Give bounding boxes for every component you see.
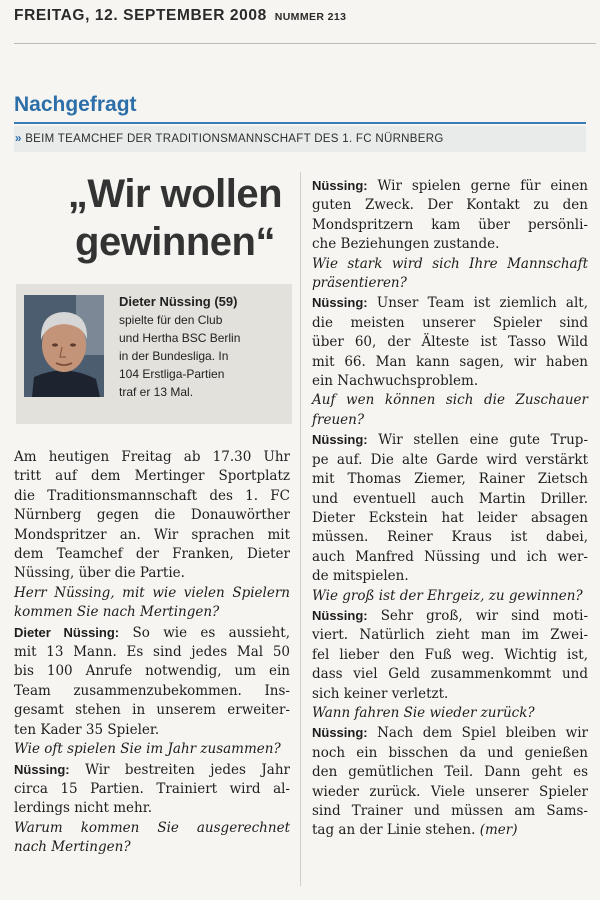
answer-line: ein Nachwuchsproblem. xyxy=(312,373,479,390)
portrait-photo xyxy=(24,295,104,397)
answer-line: über 60, der Älteste ist Tasso Wild xyxy=(312,334,588,351)
answer-line: pe auf. Die alte Garde wird verstärkt xyxy=(312,451,588,468)
answer-line xyxy=(14,760,290,780)
answer-text: Wir bestreiten jedes Jahr xyxy=(69,761,290,778)
answer-text: Unser Team ist ziemlich alt, xyxy=(367,295,588,312)
speaker-label: Nüssing: xyxy=(312,178,368,193)
answer-line xyxy=(312,606,588,626)
answer-line: mit 66. Man kann sagen, wir haben xyxy=(312,353,588,370)
speaker-label: Nüssing: xyxy=(312,607,368,623)
masthead-date: FREITAG, 12. SEPTEMBER 2008 xyxy=(14,7,267,24)
article-line: tritt auf dem Mertinger Sportplatz xyxy=(14,468,290,485)
answer-line: den gemütlichen Teil. Dann geht es xyxy=(312,764,588,781)
answer-line: lerdings nicht mehr. xyxy=(14,800,153,817)
answer-line: müssen. Reiner Kraus ist dabei, xyxy=(312,529,588,546)
answer-text: Wir spielen gerne für einen xyxy=(367,178,588,194)
kicker-text: BEIM TEAMCHEF DER TRADITIONSMANNSCHAFT DES 1. FC NÜRNBERG xyxy=(25,133,444,145)
column-divider xyxy=(300,172,301,886)
section-rule xyxy=(14,122,586,124)
headline xyxy=(40,170,310,266)
question-line: Auf wen können sich die Zuschauer xyxy=(312,392,588,409)
infobox xyxy=(16,284,292,424)
question-line: kommen Sie nach Mertingen? xyxy=(14,604,220,621)
answer-line: ten Kader 35 Spieler. xyxy=(14,721,160,738)
answer-line: Mondspritzern kam über persönli- xyxy=(312,216,588,233)
article-line: die Traditionsmannschaft des 1. FC xyxy=(14,487,290,504)
answer-text: Nach dem Spiel bleiben wir xyxy=(367,725,588,742)
masthead-rule xyxy=(14,43,596,44)
author-initials: (mer) xyxy=(479,822,518,839)
answer-line: dass viel Geld zusammenkommt und xyxy=(312,666,588,683)
answer-line: bis 100 Anrufe notwendig, um ein xyxy=(14,663,290,680)
question-line: Warum kommen Sie ausgerechnet xyxy=(14,819,290,836)
section-title: Nachgefragt xyxy=(14,93,137,116)
answer-line: Team zusammenzubekommen. Ins- xyxy=(14,682,290,699)
answer-line: viert. Natürlich zieht man im Zwei- xyxy=(312,627,588,644)
article-line: Nüssing, über die Partie. xyxy=(14,565,185,582)
answer-line: die meisten unserer Spieler sind xyxy=(312,314,588,331)
article-column-right xyxy=(312,176,588,841)
question-line: Wann fahren Sie wieder zurück? xyxy=(312,704,535,721)
question-line: Wie stark wird sich Ihre Mannschaft xyxy=(312,255,588,272)
question-line: Wie oft spielen Sie im Jahr zusammen? xyxy=(14,741,281,758)
answer-line xyxy=(312,293,588,313)
answer-line xyxy=(14,623,290,643)
answer-line: wieder zurück. Viele unserer Spieler xyxy=(312,783,588,800)
answer-text: Sehr groß, wir sind moti- xyxy=(367,607,588,624)
answer-line: fel lieber den Fuß weg. Wichtig ist, xyxy=(312,646,588,663)
question-line: Wie groß ist der Ehrgeiz, zu gewinnen? xyxy=(312,587,583,604)
masthead-issue: NUMMER 213 xyxy=(274,11,347,23)
speaker-label: Dieter Nüssing: xyxy=(14,624,120,640)
infobox-line: in der Bundesliga. In xyxy=(119,349,229,363)
article-line: Am heutigen Freitag ab 17.30 Uhr xyxy=(14,449,290,465)
speaker-label: Nüssing: xyxy=(312,725,368,741)
article-line: dem Teamchef der Franken, Dieter xyxy=(14,546,290,563)
question-line: Herr Nüssing, mit wie vielen Spielern xyxy=(14,584,290,601)
answer-line: noch ein bisschen da und genießen xyxy=(312,744,588,761)
question-line: freuen? xyxy=(312,411,365,428)
portrait-illustration xyxy=(24,295,104,397)
answer-line xyxy=(312,430,588,450)
answer-line: de mitspielen. xyxy=(312,568,409,585)
answer-line: circa 15 Partien. Trainiert wird al- xyxy=(14,780,290,797)
answer-line xyxy=(312,821,588,840)
headline-line: „Wir wollen xyxy=(67,172,283,216)
infobox-line: 104 Erstliga-Partien xyxy=(119,367,225,381)
question-line: nach Mertingen? xyxy=(14,839,131,856)
chevron-right-icon: » xyxy=(15,133,22,145)
answer-line: Dieter Eckstein hat leider absagen xyxy=(312,509,588,526)
article-line: Mondspritzer an. Wir sprachen mit xyxy=(14,526,290,543)
answer-line xyxy=(312,723,588,743)
infobox-name: Dieter Nüssing (59) xyxy=(119,294,238,309)
answer-line: che Beziehungen zustande. xyxy=(312,236,500,253)
answer-line: gesamt stehen in unserem erweiter- xyxy=(14,702,290,719)
infobox-line: traf er 13 Mal. xyxy=(119,385,194,399)
infobox-line: spielte für den Club xyxy=(119,313,223,327)
answer-line: sind Trainer und müssen am Sams- xyxy=(312,803,588,819)
answer-line xyxy=(312,176,588,196)
answer-line: und eventuell auch Martin Driller. xyxy=(312,490,588,507)
question-line: präsentieren? xyxy=(312,275,407,292)
answer-line: mit Thomas Ziemer, Rainer Zietsch xyxy=(312,471,588,488)
article-column-left xyxy=(14,448,290,858)
kicker-bar xyxy=(14,126,586,152)
article-line: Nürnberg gegen die Donauwörther xyxy=(14,507,290,524)
infobox-line: und Hertha BSC Berlin xyxy=(119,331,241,345)
answer-line: sich keiner verletzt. xyxy=(312,685,449,702)
answer-text: So wie es aussieht, xyxy=(119,624,291,641)
answer-line: mit 13 Mann. Es sind jedes Mal 50 xyxy=(14,644,290,661)
answer-text: tag an der Linie stehen. xyxy=(312,822,480,839)
speaker-label: Nüssing: xyxy=(312,432,368,448)
speaker-label: Nüssing: xyxy=(14,761,70,777)
infobox-text xyxy=(119,293,289,401)
answer-text: Wir stellen eine gute Trup- xyxy=(367,432,588,449)
answer-line: auch Manfred Nüssing und ich wer- xyxy=(312,548,588,565)
headline-line: gewinnen“ xyxy=(75,220,275,264)
answer-line: guten Zweck. Der Kontakt zu den xyxy=(312,197,588,214)
masthead xyxy=(14,7,590,25)
speaker-label: Nüssing: xyxy=(312,295,368,311)
